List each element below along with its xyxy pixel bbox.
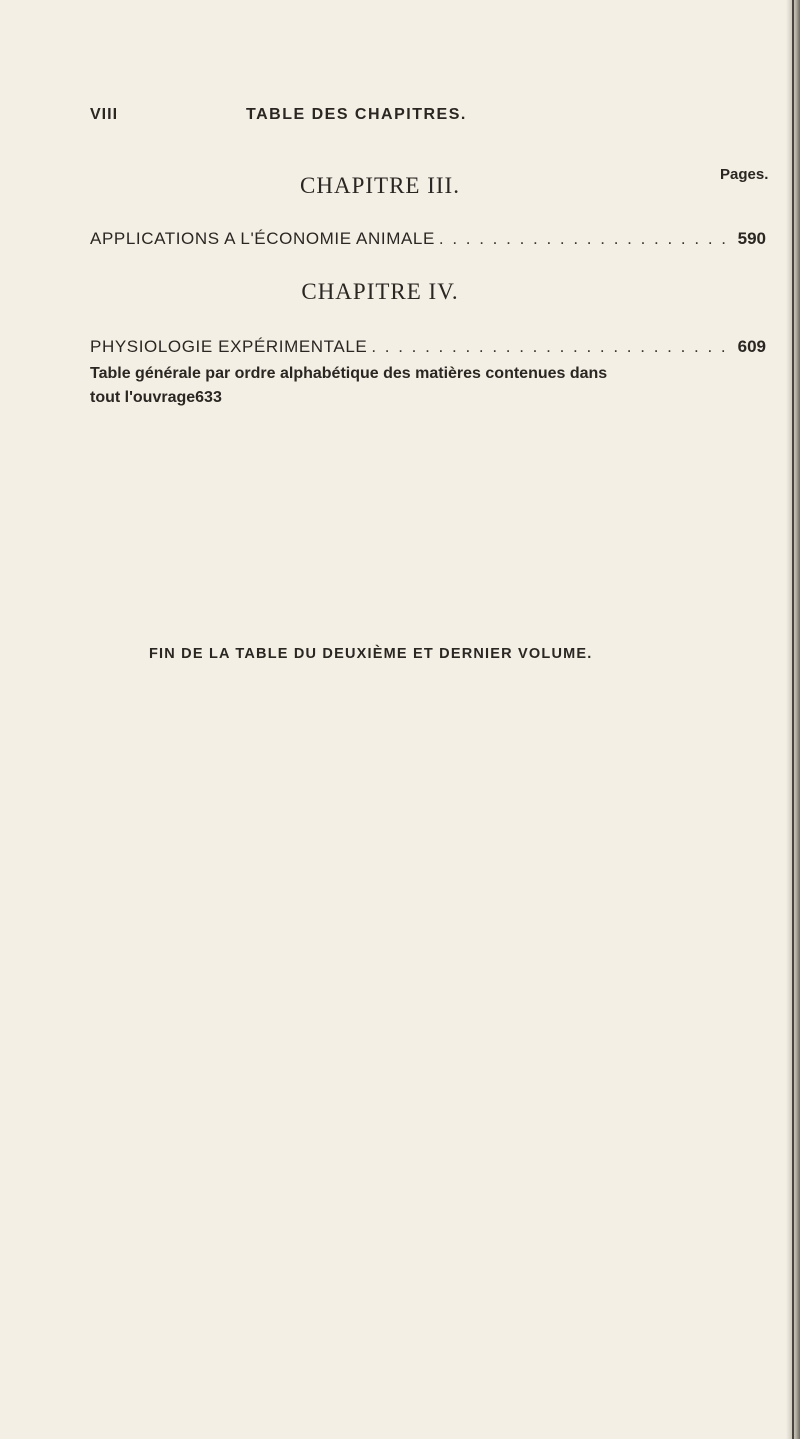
pages-column-label: Pages.: [720, 166, 769, 183]
toc-entry: [90, 337, 766, 361]
chapter-heading: CHAPITRE IV.: [301, 279, 459, 304]
toc-entry-page: 609: [737, 337, 766, 356]
end-of-table-note: FIN DE LA TABLE DU DEUXIÈME ET DERNIER VOLUME.: [149, 646, 593, 662]
toc-entry-title: APPLICATIONS A L'ÉCONOMIE ANIMALE: [90, 229, 435, 248]
dot-leader: [439, 229, 734, 249]
running-head-title: TABLE DES CHAPITRES.: [246, 106, 467, 123]
toc-entry: [90, 229, 766, 253]
chapter-heading: CHAPITRE III.: [300, 173, 460, 198]
toc-entry-page: 590: [737, 229, 766, 248]
general-table-line2: [90, 389, 766, 407]
running-head: [90, 106, 710, 130]
general-table-page: 633: [195, 389, 222, 406]
page-edge-line: [792, 0, 794, 1439]
toc-entry-title: PHYSIOLOGIE EXPÉRIMENTALE: [90, 337, 368, 356]
general-table-line1: Table générale par ordre alphabétique des matières contenues dans: [90, 365, 608, 382]
dot-leader: [371, 337, 733, 357]
folio-number: VIII: [90, 106, 119, 123]
general-table-line2-text: tout l'ouvrage: [90, 389, 196, 406]
